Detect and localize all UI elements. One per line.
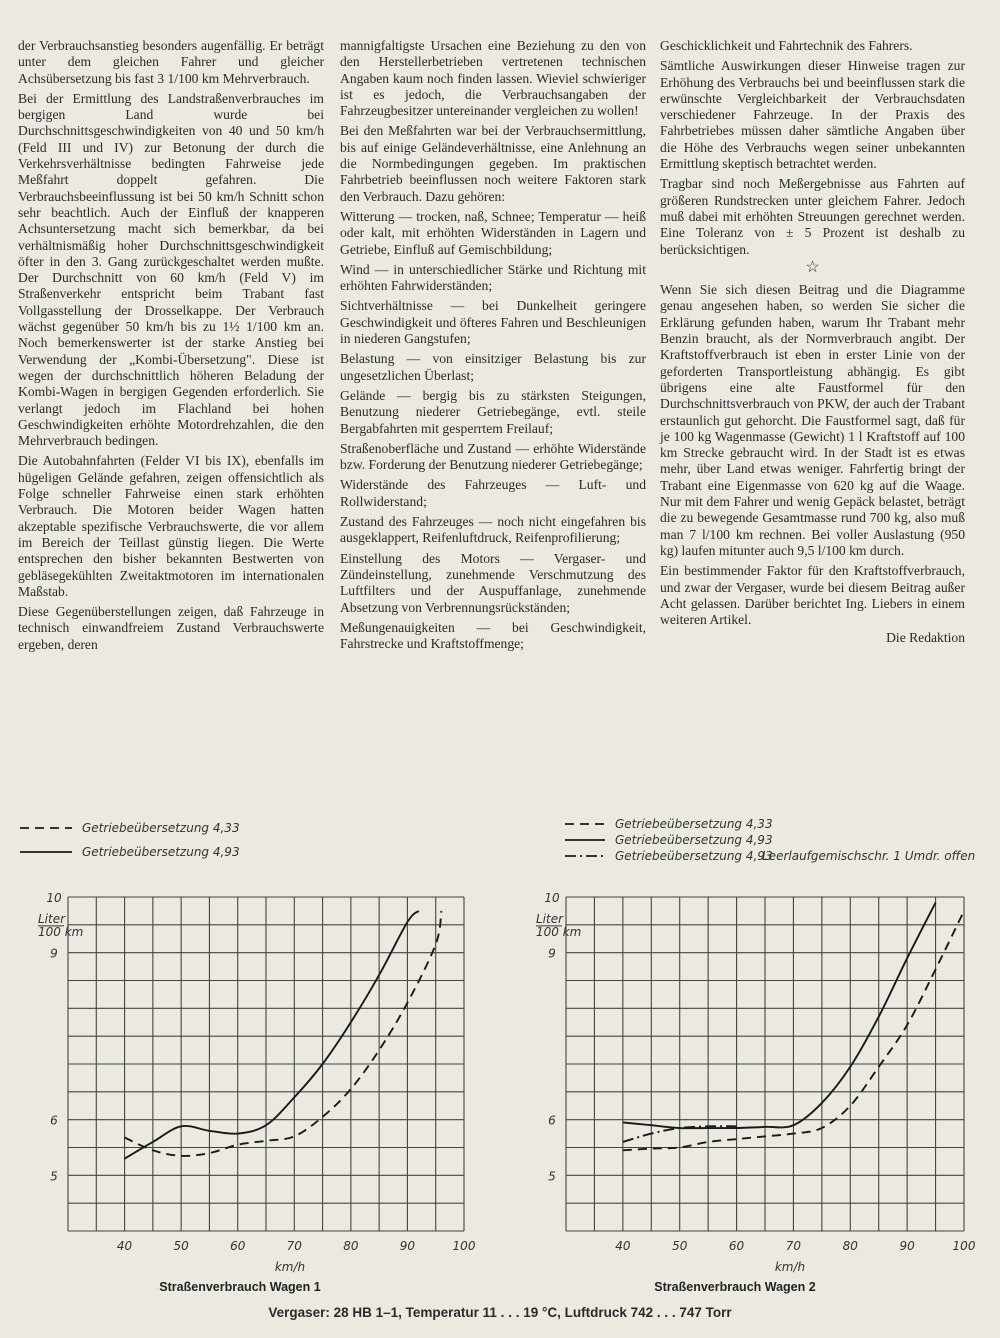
paragraph: Wind — in unterschiedlicher Stärke und Richtung mit erhöhten Fahrwiderständen; — [340, 261, 646, 294]
paragraph: Widerstände des Fahrzeuges — Luft- und Rollwiderstand; — [340, 477, 646, 509]
paragraph: Straßenoberfläche und Zustand — erhöhte Widerstände bzw. Forderung der Benutzung niederer Getriebegänge; — [340, 440, 646, 473]
paragraph: der Verbrauchsanstieg besonders augenfällig. Er beträgt unter dem gleichen Fahrer und gleicher Achsübersetzung bis fast 3 1/100 km Mehrverbrauch. — [18, 38, 324, 86]
x-tick-label: 100 — [452, 1239, 476, 1253]
x-tick-label: 70 — [785, 1239, 802, 1253]
paragraph: Geschicklichkeit und Fahrtechnik des Fahrers. — [660, 38, 913, 53]
paragraph: Diese Gegenüberstellungen zeigen, daß Fahrzeuge in technisch einwandfreiem Zustand Verbrauchswerte ergeben, deren — [18, 604, 324, 652]
x-tick-label: 60 — [230, 1239, 246, 1253]
x-tick-label: 70 — [286, 1239, 302, 1253]
x-tick-label: 80 — [343, 1239, 359, 1253]
x-axis-label: km/h — [274, 1260, 306, 1274]
chart-wagen-1 — [0, 810, 500, 1300]
chart-grid — [566, 897, 964, 1231]
paragraph: Gelände — bergig bis zu stärksten Steigungen, Benutzung niederer Getriebegänge, evtl. steile Bergabfahrten mit gesperrtem Freilauf; — [340, 387, 646, 436]
legend-label: Getriebeübersetzung 4,33 — [615, 817, 773, 831]
paragraph: Ein bestimmender Faktor für den Kraftstoffverbrauch, und zwar der Vergaser, wurde bei diesem Beitrag außer Acht gelassen. Darüber berichtet Ing. Liebers in einem weiteren Artikel. — [660, 563, 965, 628]
paragraph: Die Autobahnfahrten (Felder VI bis IX), ebenfalls im hügeligen Gelände gefahren, zeigen offensichtlich als Folge schneller Fahrweise einen stark erhöhten Verbrauch. Die Motoren beider Wagen hatten akzeptable spezifische Verbrauchswerte, die vor allem im Bereich der Teillast günstig liegen. Die Werte entsprechen den bisher bekannten Bestwerten von gebläsegekühlten Zweitaktmotoren im internationalen Maßstab. — [18, 453, 324, 599]
paragraph: Bei den Meßfahrten war bei der Verbrauchsermittlung, bis auf einige Geländeverhältnisse, eine Anlehnung an die Normbedingungen gegeben. Im praktischen Fahrbetrieb beeinflussen noch weitere Faktoren stark den Verbrauch. Dazu gehören: — [340, 123, 646, 204]
x-tick-label: 90 — [899, 1239, 915, 1253]
chart-legend — [20, 821, 240, 859]
legend-label: Getriebeübersetzung 4,93 — [615, 833, 773, 847]
text-column-3 — [660, 38, 965, 647]
y-tick-label: 5 — [50, 1169, 58, 1184]
y-tick-label: 10 — [46, 891, 62, 905]
y-tick-label: 5 — [548, 1169, 556, 1184]
chart-grid — [68, 897, 464, 1231]
measurement-footer: Vergaser: 28 HB 1–1, Temperatur 11 . . . 19 °C, Luftdruck 742 . . . 747 Torr — [268, 1305, 732, 1320]
paragraph: Meßungenauigkeiten — bei Geschwindigkeit, Fahrstrecke und Kraftstoffmenge; — [340, 619, 646, 652]
legend-label: Getriebeübersetzung 4,33 — [82, 821, 240, 835]
signature: Die Redaktion — [886, 630, 965, 646]
paragraph: Einstellung des Motors — Vergaser- und Zündeinstellung, zunehmende Verschmutzung des Luftfilters und der Auspuffanlage, zunehmende Absetzung von Verbrennungsrückständen; — [340, 550, 646, 615]
x-axis-label: km/h — [774, 1260, 806, 1274]
x-tick-label: 100 — [952, 1239, 976, 1253]
paragraph: Belastung — von einsitziger Belastung bis zur ungesetzlichen Überlast; — [340, 351, 646, 383]
chart-legend — [565, 817, 975, 863]
paragraph: Witterung — trocken, naß, Schnee; Temperatur — heiß oder kalt, mit erhöhten Widerständen in Lagern und Getriebe, Einfluß auf Gemischbildung; — [340, 208, 646, 257]
chart-title: Straßenverbrauch Wagen 1 — [159, 1280, 321, 1294]
paragraph: mannigfaltigste Ursachen eine Beziehung zu den von den Herstellerbetrieben vertretenen technischen Angaben kaum noch finden lassen. Wieviel schwieriger ist es jedoch, die Verbrauchsangaben der Fahrzeugbesitzer untereinander vergleichen zu wollen! — [340, 38, 646, 119]
y-axis-label: Liter — [38, 911, 66, 926]
y-tick-label: 10 — [544, 891, 560, 905]
y-axis-label-unit: 100 km — [536, 924, 582, 939]
paragraph: Sichtverhältnisse — bei Dunkelheit geringere Geschwindigkeit und öfteres Fahren und Beschleunigen in niederen Gangstufen; — [340, 298, 646, 347]
legend-label: Getriebeübersetzung 4,93 — [82, 845, 240, 859]
paragraph: Sämtliche Auswirkungen dieser Hinweise tragen zur Erhöhung des Verbrauchs bei und beeinflussen stark die erwünschte Vergleichbarkeit der Verbrauchsdaten verschiedener Fahrzeuge. In der Praxis des Fahrbetriebes müssen daher sämtliche Angaben über die Höhe des Verbrauchs wegen seiner unbekannten Ermittlung skeptisch betrachtet werden. — [660, 58, 965, 172]
text-column-1 — [18, 38, 324, 655]
paragraph: Wenn Sie sich diesen Beitrag und die Diagramme genau angesehen haben, so werden Sie sicher die Erklärung gefunden haben, warum Ihr Trabant mehr Benzin braucht, als der Normverbrauch angibt. Der Kraftstoffverbrauch ist eben in erster Linie von der geforderten Transportleistung abhängig. Es gibt übrigens eine alte Faustformel für den Durchschnittsverbrauch von PKW, der auch der Trabant erstaunlich gut gehorcht. Die Faustformel sagt, daß für je 100 kg Wagenmasse (Gewicht) 1 l Kraftstoff auf 100 km Strecke gebraucht wird. In der Stadt ist es etwas mehr, über Land etwas weniger. Fahrfertig bringt der Trabant eine Eigenmasse von 620 kg auf die Waage. Nur mit dem Fahrer und wenig Gepäck belastet, beträgt die zu bewegende Gesamtmasse rund 700 kg, also muß man 7 l/100 km rechnen. Bei voller Auslastung (950 kg) laufen mitunter auch 9,5 l/100 km durch. — [660, 282, 965, 558]
series-line-solid — [125, 911, 419, 1159]
y-axis-label-unit: 100 km — [38, 924, 84, 939]
x-tick-label: 60 — [728, 1239, 745, 1253]
x-tick-label: 50 — [173, 1239, 189, 1253]
chart-wagen-2 — [500, 810, 1000, 1300]
y-tick-label: 9 — [50, 946, 58, 961]
x-tick-label: 90 — [399, 1239, 416, 1253]
paragraph: Zustand des Fahrzeuges — noch nicht eingefahren bis ausgeklappert, Reifenluftdruck, Reifenprofilierung; — [340, 514, 646, 546]
x-tick-label: 40 — [116, 1239, 133, 1253]
x-tick-label: 80 — [842, 1239, 858, 1253]
paragraph: Bei der Ermittlung des Landstraßenverbrauches im bergigen Land wurde bei Durchschnittsgeschwindigkeiten von 40 und 50 km/h (Feld III und IV) zur Betonung der durch die Verkehrsverhältnisse bedingten Fahrweise jede Meßfahrt doppelt gefahren. Die Verbrauchsbeeinflussung ist bei 50 km/h Schnitt schon sehr beachtlich. Auch der Einfluß der knapperen Achsuntersetzung macht sich bemerkbar, da bei verhältnismäßig hoher Durchschnittsgeschwindigkeit öfter in den 3. Gang zurückgeschaltet werden mußte. Der Durchschnitt von 60 km/h (Feld V) im Straßenverkehr entspricht beim Trabant fast Vollgasstellung der Drosselkappe. Der Verbrauch wächst gegenüber 50 km/h bis zu 1½ 1/100 km an. Noch bemerkenswerter ist der starke Anstieg bei Verwendung der „Kombi-Übersetzung". Diese ist wegen der durchschnittlich höheren Beladung der Kombi-Wagen in bergigen Gegenden erforderlich. Sie verlangt jedoch im Flachland bei hohen Geschwindigkeiten erhöhte Motordrehzahlen, die den Mehrverbrauch bedingen. — [18, 90, 324, 449]
chart-title: Straßenverbrauch Wagen 2 — [654, 1280, 816, 1294]
y-tick-label: 6 — [548, 1113, 556, 1128]
legend-label: Getriebeübersetzung 4,93 — [615, 849, 773, 863]
y-tick-label: 9 — [548, 946, 556, 961]
legend-note: Leerlaufgemischschr. 1 Umdr. offen — [762, 849, 976, 863]
y-tick-label: 6 — [50, 1113, 58, 1128]
series-line-solid — [623, 903, 936, 1129]
paragraph: Tragbar sind noch Meßergebnisse aus Fahrten auf größeren Rundstrecken unter gleichem Fahrer. Jedoch muß dabei mit erhöhten Streuungen gerechnet werden. Eine Toleranz von ± 5 Prozent ist deshalb zu berücksichtigen. — [660, 176, 965, 257]
y-axis-label: Liter — [536, 911, 564, 926]
section-star: ☆ — [805, 258, 820, 276]
text-column-2 — [340, 38, 646, 654]
x-tick-label: 50 — [672, 1239, 688, 1253]
x-tick-label: 40 — [615, 1239, 631, 1253]
